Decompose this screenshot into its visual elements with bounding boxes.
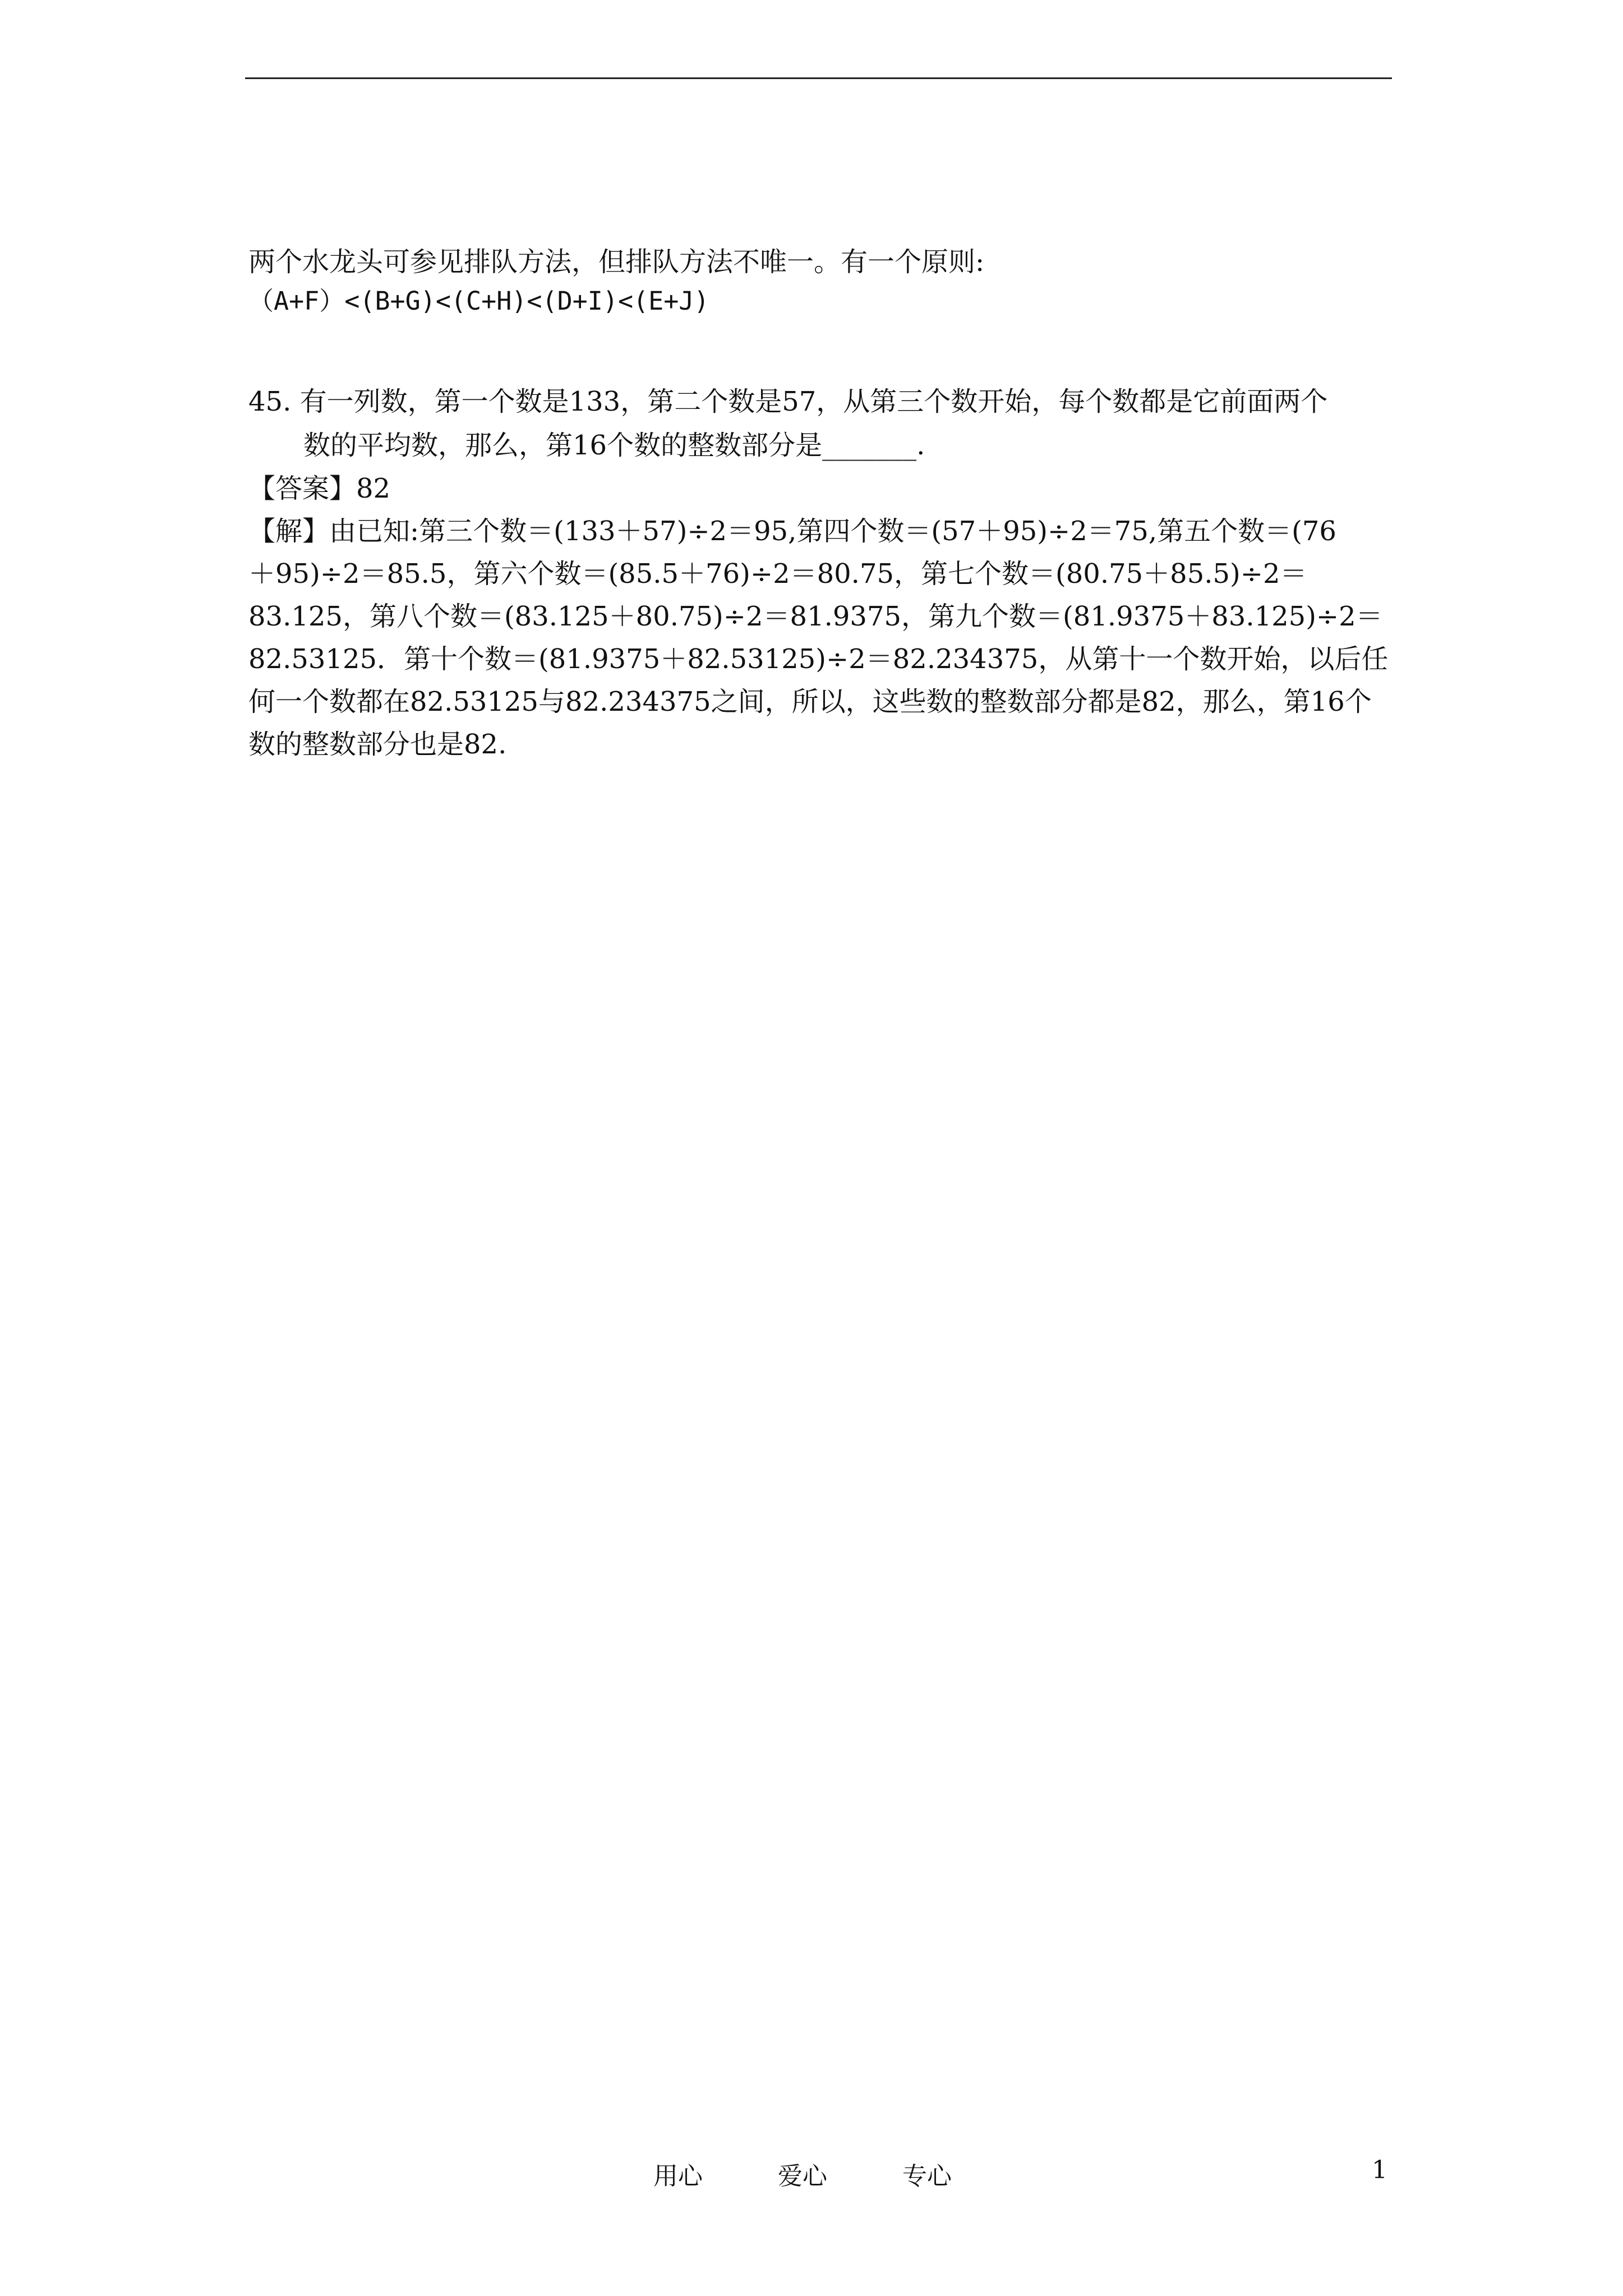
solution-line: ＋95)÷2＝85.5，第六个数＝(85.5＋76)÷2＝80.75，第七个数＝(80.75＋85.5)÷2＝ (248, 558, 1307, 590)
solution-line: 【解】由已知:第三个数＝(133＋57)÷2＝95,第四个数＝(57＋95)÷2＝75,第五个数＝(76 (248, 516, 1336, 547)
question-45-line-2: 数的平均数，那么，第16个数的整数部分是_______. (303, 430, 925, 461)
solution-block (248, 510, 1395, 766)
header-rule (245, 77, 1392, 79)
queue-principle-formula: （A+F）<(B+G)<(C+H)<(D+I)<(E+J) (248, 286, 709, 316)
question-45-line-1: 45. 有一列数，第一个数是133，第二个数是57，从第三个数开始，每个数都是它前面两个 (248, 386, 1328, 417)
page-content (248, 242, 1395, 766)
solution-line: 数的整数部分也是82. (248, 729, 507, 760)
solution-line: 83.125，第八个数＝(83.125＋80.75)÷2＝81.9375，第九个数＝(81.9375＋83.125)÷2＝ (248, 601, 1383, 632)
motto-word: 专心 (902, 2162, 952, 2191)
motto-word: 用心 (653, 2162, 703, 2191)
footer-motto (653, 2156, 1019, 2192)
solution-line: 82.53125．第十个数＝(81.9375＋82.53125)÷2＝82.234375，从第十一个数开始，以后任 (248, 643, 1389, 675)
page-number: 1 (1372, 2156, 1387, 2184)
motto-word: 爱心 (778, 2162, 827, 2191)
previous-answer-text: 两个水龙头可参见排队方法，但排队方法不唯一。有一个原则: (248, 246, 985, 278)
solution-line: 何一个数都在82.53125与82.234375之间，所以，这些数的整数部分都是82，那么，第16个 (248, 686, 1372, 717)
answer-line: 【答案】82 (248, 473, 391, 504)
section-gap (248, 321, 1395, 380)
